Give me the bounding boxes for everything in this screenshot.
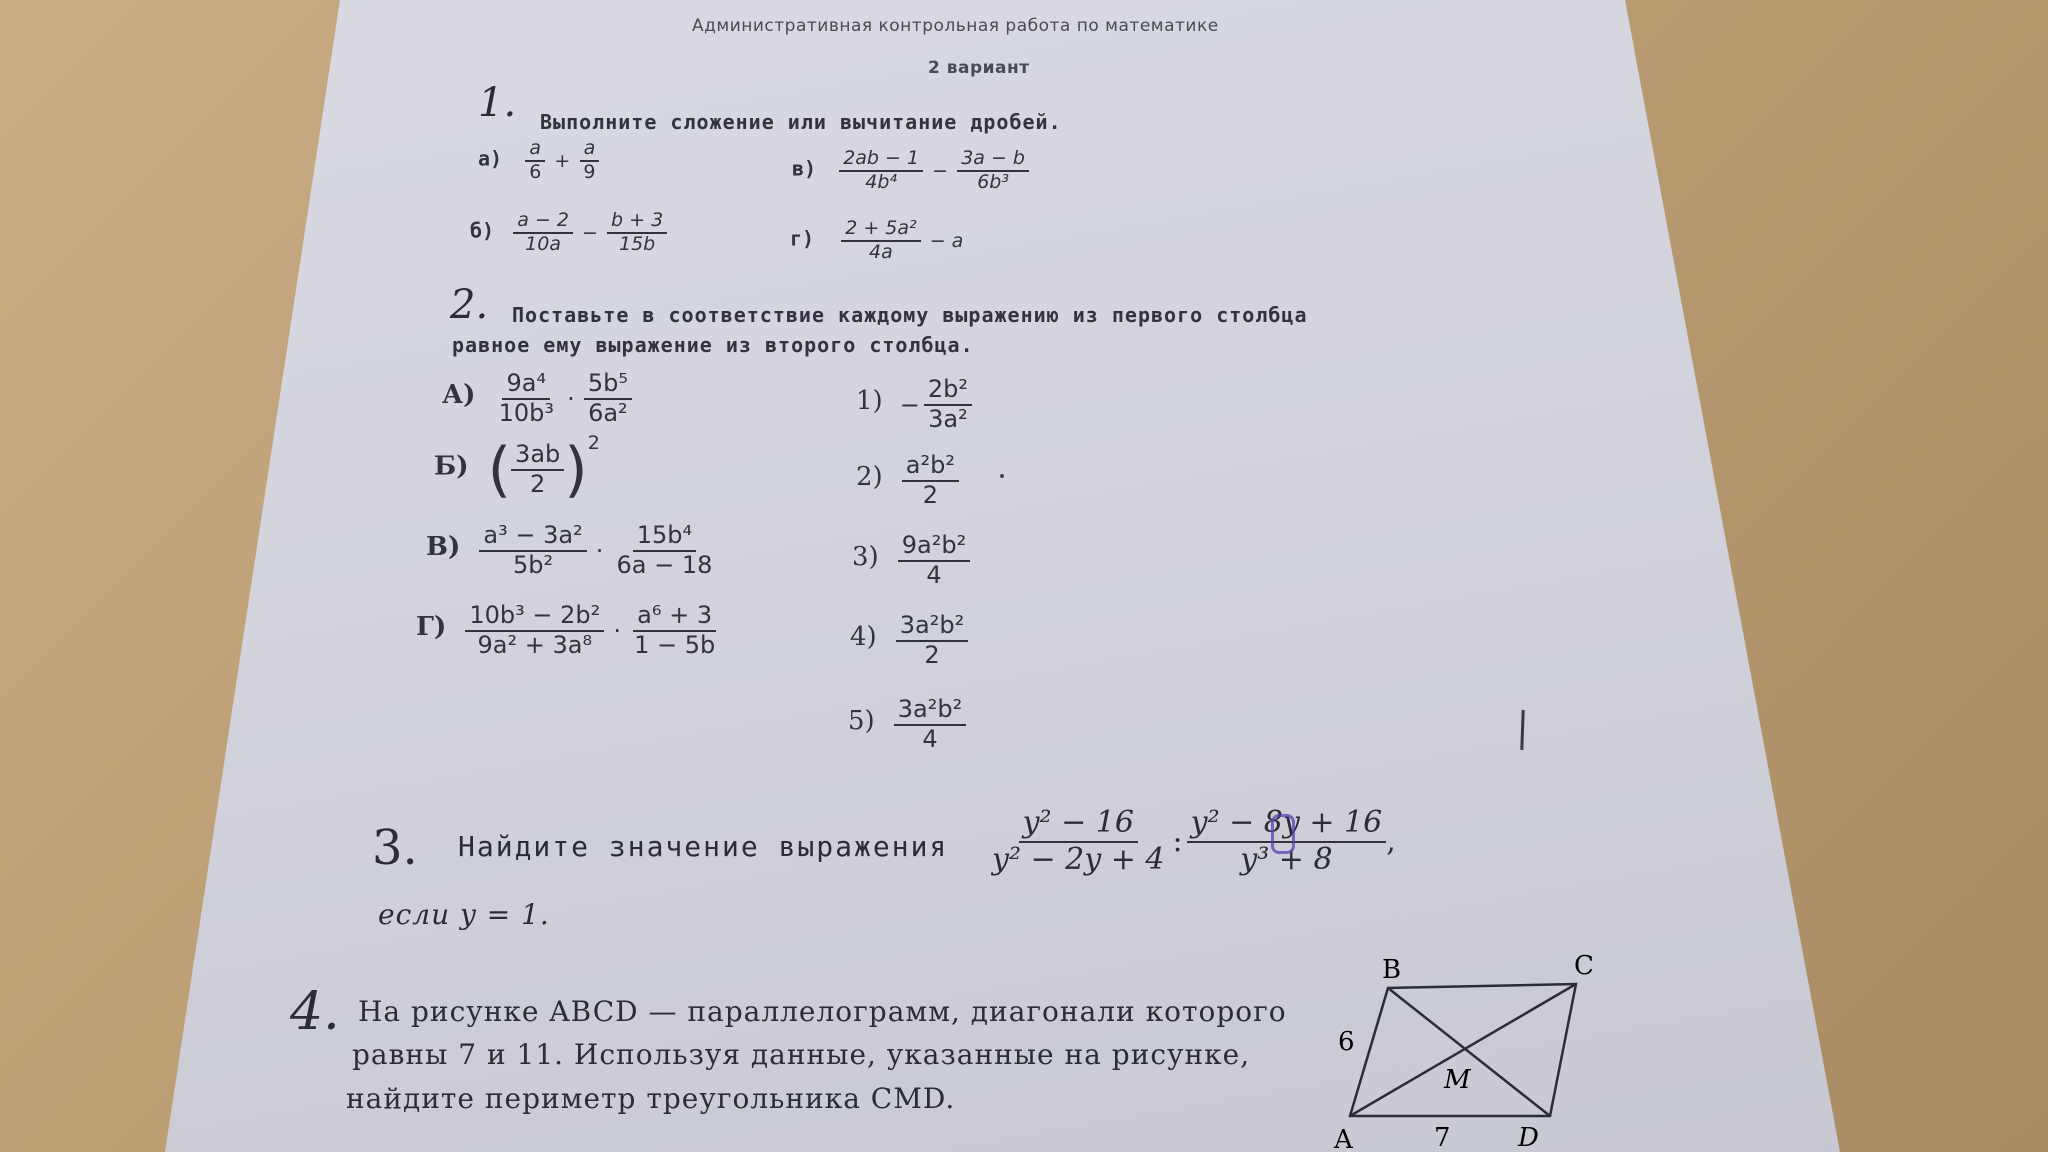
item-label: А): [442, 380, 476, 411]
task2-right-3: [852, 532, 970, 589]
item-label: 2): [856, 462, 883, 493]
task3-number: 3.: [372, 820, 418, 876]
denominator: 2: [924, 640, 940, 669]
numerator: a: [580, 138, 600, 162]
item-label: Г): [416, 612, 447, 643]
operator: −: [582, 221, 598, 244]
task3-text: Найдите значение выражения: [458, 830, 949, 863]
item-label: 4): [850, 622, 877, 653]
task2-right-1: [856, 376, 972, 433]
denominator: 4: [922, 724, 938, 753]
exponent: 2: [587, 432, 600, 454]
numerator: a: [525, 138, 545, 162]
denominator: 6a − 18: [616, 550, 713, 579]
task2-right-5: [848, 696, 966, 753]
numerator: a⁶ + 3: [633, 602, 716, 632]
numerator: a²b²: [902, 452, 959, 482]
task1-number: 1.: [478, 80, 517, 126]
denominator: 15b: [618, 232, 656, 255]
denominator: y³ + 8: [1240, 841, 1333, 877]
variant-label: 2 вариант: [928, 58, 1030, 78]
denominator: 2: [922, 480, 939, 509]
denominator: 9: [583, 160, 596, 183]
numerator: 9a²b²: [898, 532, 970, 562]
task2-left-G: [416, 602, 719, 659]
operator: ·: [595, 536, 604, 565]
numerator: 2 + 5a²: [841, 218, 920, 242]
task1-item-b: [470, 210, 667, 256]
item-label: В): [426, 532, 461, 563]
denominator: y² − 2y + 4: [992, 841, 1165, 877]
pen-dot: [1000, 474, 1004, 478]
task4-line3: найдите периметр треугольника CMD.: [346, 1082, 956, 1115]
center-m-label: M: [1444, 1065, 1471, 1095]
task4-line2: равны 7 и 11. Используя данные, указанные на рисунке,: [352, 1038, 1251, 1071]
item-label: а): [478, 146, 503, 171]
task2-text-line2: равное ему выражение из второго столбца.: [452, 333, 974, 357]
item-label: б): [470, 218, 495, 243]
item-label: 5): [848, 706, 875, 737]
task2-text-line1: Поставьте в соответствие каждому выражению из первого столбца: [512, 303, 1308, 327]
operator: ·: [567, 384, 575, 413]
task2-right-2: [856, 452, 959, 509]
denominator: 6: [529, 160, 542, 183]
task4-number: 4.: [290, 982, 340, 1042]
denominator: 3a²: [928, 404, 968, 433]
item-label: 3): [852, 542, 879, 573]
vertex-b-label: B: [1382, 955, 1402, 985]
denominator: 4a: [869, 240, 893, 263]
numerator: 2b²: [924, 376, 972, 406]
open-paren: (: [487, 435, 512, 505]
denominator: 1 − 5b: [634, 630, 716, 659]
close-paren: ): [564, 435, 588, 505]
comma: ,: [1386, 824, 1396, 859]
denominator: 6a²: [588, 398, 628, 427]
denominator: 4b⁴: [865, 170, 898, 193]
task3-condition: если y = 1.: [378, 898, 550, 931]
numerator: 3a²b²: [894, 696, 966, 726]
task2-number: 2.: [450, 282, 489, 328]
worksheet-title: Административная контрольная работа по математике: [692, 16, 1219, 36]
tail-term: − a: [929, 229, 964, 252]
side-ab-length: 6: [1338, 1027, 1355, 1057]
numerator: 3a²b²: [896, 612, 968, 642]
vertex-c-label: C: [1574, 951, 1594, 981]
vertex-d-label: D: [1518, 1123, 1539, 1152]
parallelogram-figure: [1320, 950, 1610, 1152]
task2-left-B: [434, 432, 600, 505]
numerator: y² − 8y + 16: [1187, 806, 1387, 843]
denominator: 6b³: [977, 170, 1009, 193]
denominator: 9a² + 3a⁸: [477, 630, 593, 659]
numerator: 15b⁴: [633, 522, 696, 552]
numerator: b + 3: [607, 210, 667, 234]
denominator: 2: [530, 470, 546, 498]
item-label: г): [790, 226, 815, 251]
operator: ·: [613, 616, 621, 645]
numerator: 3a − b: [957, 148, 1029, 172]
item-label: в): [792, 156, 817, 181]
numerator: a − 2: [513, 210, 573, 234]
task1-item-a: [478, 138, 599, 184]
task2-left-A: [442, 370, 632, 427]
item-label: Б): [434, 451, 469, 482]
denominator: 10a: [525, 232, 561, 255]
denominator: 4: [926, 560, 942, 589]
numerator: y² − 16: [1019, 806, 1138, 843]
side-ad-length: 7: [1434, 1123, 1451, 1152]
pen-correction-mark: [1271, 814, 1295, 854]
task2-left-V: [426, 522, 716, 579]
item-label: 1): [856, 386, 883, 417]
task1-item-v: [792, 148, 1029, 194]
numerator: a³ − 3a²: [479, 522, 586, 552]
numerator: 10b³ − 2b²: [465, 602, 604, 632]
denominator: 5b²: [512, 550, 554, 579]
sign: −: [899, 390, 920, 419]
vertex-a-label: A: [1334, 1125, 1353, 1152]
task4-line1: На рисунке ABCD — параллелограмм, диагонали которого: [358, 995, 1287, 1028]
numerator: 3ab: [511, 441, 564, 471]
operator: :: [1172, 824, 1183, 859]
numerator: 9a⁴: [502, 370, 550, 400]
task1-item-g: [790, 218, 967, 264]
diagonal-bd: [1388, 988, 1550, 1116]
numerator: 5b⁵: [584, 370, 632, 400]
operator: −: [932, 159, 949, 182]
task1-text: Выполните сложение или вычитание дробей.: [540, 110, 1062, 134]
operator: +: [554, 149, 571, 172]
task3-expression: [988, 806, 1396, 877]
denominator: 10b³: [498, 398, 554, 427]
numerator: 2ab − 1: [839, 148, 923, 172]
task2-right-4: [850, 612, 968, 669]
